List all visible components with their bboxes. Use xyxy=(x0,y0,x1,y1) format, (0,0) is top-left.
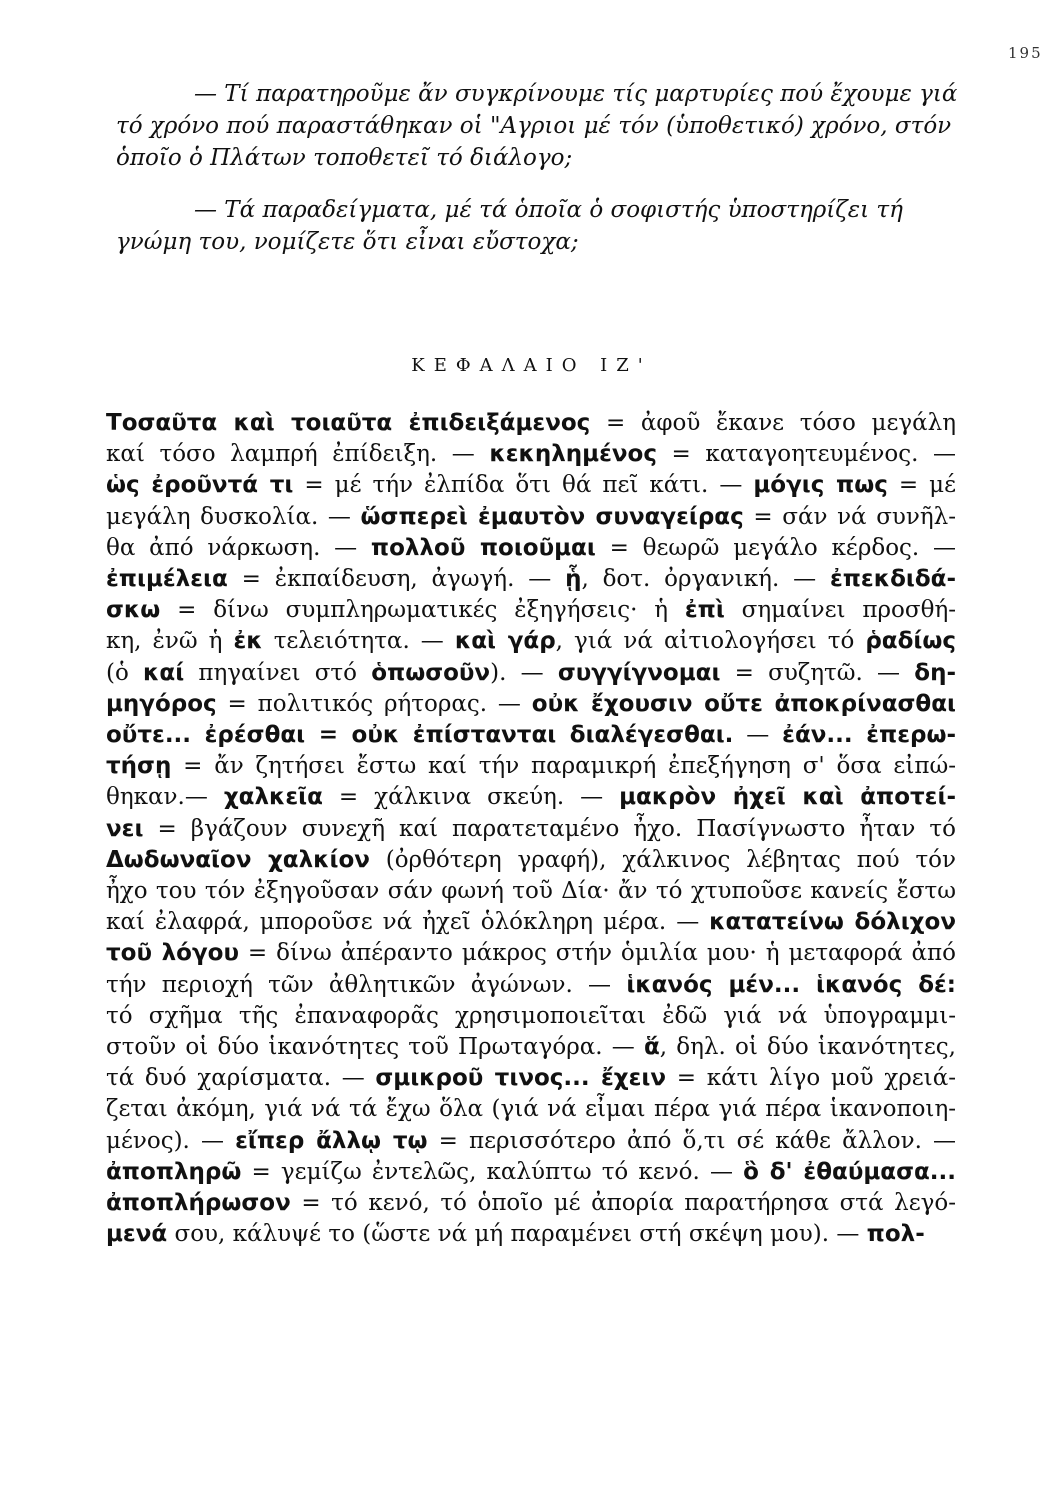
glossary-line xyxy=(106,1063,956,1094)
glossary-line xyxy=(106,689,956,720)
glossary-line xyxy=(106,658,956,689)
glossary-term: ὁπωσοῦν xyxy=(371,659,491,686)
glossary-definition: = θεωρῶ μεγάλο κέρδος. — xyxy=(595,534,957,561)
glossary-line xyxy=(106,1094,956,1125)
glossary-notes xyxy=(106,408,956,1250)
glossary-definition: = πολιτικός ρήτορας. — xyxy=(216,690,532,717)
glossary-line xyxy=(106,938,956,969)
glossary-definition: = ἄν ζητήσει ἔστω καί τήν παραμικρή ἐπεξήγηση σ' ὅσα εἰπώ- xyxy=(171,753,956,780)
glossary-definition: καί τόσο λαμπρή ἐπίδειξη. — xyxy=(106,441,490,468)
glossary-definition: , δοτ. ὀργανική. — xyxy=(581,566,830,593)
glossary-definition: — xyxy=(733,722,783,749)
glossary-line xyxy=(106,751,956,782)
glossary-line xyxy=(106,626,956,657)
glossary-term: ᾗ xyxy=(565,566,582,593)
glossary-definition: = σάν νά συνῆλ- xyxy=(743,503,957,530)
glossary-line xyxy=(106,1157,956,1188)
glossary-term: εἴπερ ἄλλῳ τῳ xyxy=(235,1127,428,1154)
glossary-definition: μεγάλη δυσκολία. — xyxy=(106,503,361,530)
glossary-term: πολ- xyxy=(866,1221,925,1248)
glossary-definition: τήν περιοχή τῶν ἀθλητικῶν ἀγώνων. — xyxy=(106,971,627,998)
glossary-definition: = βγάζουν συνεχῆ καί παρατεταμένο ἦχο. Πασίγνωστο ἦταν τό xyxy=(143,815,956,842)
glossary-term: οὐκ ἔχουσιν οὔτε ἀποκρίνασθαι xyxy=(531,690,956,717)
glossary-definition: τό σχῆμα τῆς ἐπαναφορᾶς χρησιμοποιεῖται ἐδῶ γιά νά ὑπογραμμι- xyxy=(106,1002,956,1029)
glossary-term: ἱκανός μέν... ἱκανός δέ: xyxy=(626,971,957,998)
glossary-line xyxy=(106,439,956,470)
glossary-definition: = χάλκινα σκεύη. — xyxy=(322,784,620,811)
glossary-definition: κη, ἐνῶ ἡ xyxy=(106,628,234,655)
glossary-definition: καί ἐλαφρά, μποροῦσε νά ἠχεῖ ὁλόκληρη μέρα. — xyxy=(106,909,710,936)
glossary-definition: = μέ τήν ἐλπίδα ὅτι θά πεῖ κάτι. — xyxy=(293,472,754,499)
glossary-term: μενά xyxy=(106,1221,168,1248)
glossary-term: σκω xyxy=(106,597,161,624)
glossary-line xyxy=(106,720,956,751)
glossary-line xyxy=(106,1001,956,1032)
glossary-definition: θα ἀπό νάρκωση. — xyxy=(106,534,371,561)
glossary-term: οὔτε... ἐρέσθαι = οὐκ ἐπίστανται διαλέγεσθαι. xyxy=(106,722,734,749)
glossary-line xyxy=(106,814,956,845)
glossary-line xyxy=(106,564,956,595)
glossary-definition: σημαίνει προσθή- xyxy=(724,597,957,624)
glossary-definition: = καταγοητευμένος. — xyxy=(656,441,956,468)
glossary-line xyxy=(106,907,956,938)
glossary-definition: = κάτι λίγο μοῦ χρειά- xyxy=(666,1065,957,1092)
glossary-definition: , γιά νά αἰτιολογήσει τό xyxy=(555,628,866,655)
glossary-term: πολλοῦ ποιοῦμαι xyxy=(370,534,596,561)
glossary-definition: = γεμίζω ἐντελῶς, καλύπτω τό κενό. — xyxy=(241,1158,744,1185)
glossary-term: Δωδωναῖον χαλκίον xyxy=(106,846,370,873)
question-paragraph: — Τί παρατηροῦμε ἄν συγκρίνουμε τίς μαρτυρίες πού ἔχουμε γιά τό χρόνο πού παραστάθηκαν οἱ "Αγριοι μέ τόν (ὑποθετικό) χρόνο, στόν ὁποῖο ὁ Πλάτων τοποθετεῖ τό διάλογο; xyxy=(116,81,958,171)
glossary-definition: ζεται ἀκόμη, γιά νά τά ἔχω ὅλα (γιά νά εἶμαι πέρα γιά πέρα ἱκανοποιη- xyxy=(106,1096,956,1123)
glossary-line xyxy=(106,533,956,564)
glossary-term: τοῦ λόγου xyxy=(106,940,239,967)
glossary-definition: (ὀρθότερη γραφή), χάλκινος λέβητας πού τόν xyxy=(369,846,956,873)
glossary-term: τήσῃ xyxy=(106,753,172,780)
glossary-term: ἅ xyxy=(643,1034,660,1061)
glossary-term: ἐπὶ xyxy=(684,597,725,624)
glossary-term: κατατείνω δόλιχον xyxy=(709,909,956,936)
glossary-term: ῥαδίως xyxy=(865,628,956,655)
glossary-definition: , δηλ. οἱ δύο ἱκανότητες, xyxy=(659,1034,956,1061)
glossary-term: Τοσαῦτα καὶ τοιαῦτα ἐπιδειξάμενος xyxy=(106,410,591,436)
glossary-term: συγγίγνομαι xyxy=(557,659,721,686)
glossary-line xyxy=(106,408,956,439)
glossary-definition: = ἀφοῦ ἔκανε τόσο μεγάλη xyxy=(590,410,956,436)
glossary-definition: = συζητῶ. — xyxy=(720,659,915,686)
glossary-line xyxy=(106,1126,956,1157)
page-number: 195 xyxy=(1008,44,1043,62)
glossary-line xyxy=(106,502,956,533)
glossary-term: μόγις πως xyxy=(753,472,888,499)
glossary-line xyxy=(106,470,956,501)
glossary-term: μηγόρος xyxy=(106,690,217,717)
glossary-definition: θηκαν.— xyxy=(106,784,224,811)
glossary-term: σμικροῦ τινος... ἔχειν xyxy=(375,1065,667,1092)
glossary-definition: = μέ xyxy=(887,472,956,499)
glossary-term: κεκηλημένος xyxy=(489,441,657,468)
glossary-term: ὃ δ' ἐθαύμασα... xyxy=(743,1158,956,1185)
glossary-line xyxy=(106,782,956,813)
glossary-definition: στοῦν οἱ δύο ἱκανότητες τοῦ Πρωταγόρα. — xyxy=(106,1034,644,1061)
glossary-term: ἐπεκδιδά- xyxy=(829,566,956,593)
question-paragraph: — Τά παραδείγματα, μέ τά ὁποῖα ὁ σοφιστής ὑποστηρίζει τή γνώμη του, νομίζετε ὅτι εἶναι εὔστοχα; xyxy=(116,197,903,255)
glossary-definition: τά δυό χαρίσματα. — xyxy=(106,1065,376,1092)
glossary-definition: (ὁ xyxy=(106,659,144,686)
glossary-term: ὡς ἐροῦντά τι xyxy=(106,472,294,499)
glossary-term: μακρὸν ἠχεῖ καὶ ἀποτεί- xyxy=(619,784,956,811)
chapter-title: ΚΕΦΑΛΑΙΟ ΙΖ' xyxy=(411,355,652,376)
glossary-definition: = περισσότερο ἀπό ὅ,τι σέ κάθε ἄλλον. — xyxy=(427,1127,957,1154)
glossary-line xyxy=(106,876,956,907)
glossary-term: δη- xyxy=(914,659,957,686)
glossary-definition: = ἐκπαίδευση, ἀγωγή. — xyxy=(227,566,566,593)
glossary-definition: ). — xyxy=(490,659,558,686)
glossary-term: ἀποπλήρωσον xyxy=(106,1190,291,1217)
glossary-term: χαλκεῖα xyxy=(223,784,323,811)
glossary-term: ἐκ xyxy=(233,628,263,655)
glossary-definition: τελειότητα. — xyxy=(262,628,455,655)
glossary-term: ὥσπερεὶ ἐμαυτὸν συναγείρας xyxy=(360,503,744,530)
glossary-term: νει xyxy=(106,815,144,842)
glossary-term: καί xyxy=(143,659,185,686)
glossary-definition: σου, κάλυψέ το (ὥστε νά μή παραμένει στή σκέψη μου). — xyxy=(167,1221,867,1248)
glossary-definition: = δίνω ἀπέραντο μάκρος στήν ὁμιλία μου· ἡ μεταφορά ἀπό xyxy=(239,940,957,967)
glossary-definition: = τό κενό, τό ὁποῖο μέ ἀπορία παρατήρησα στά λεγό- xyxy=(290,1190,956,1217)
review-questions xyxy=(116,78,958,278)
glossary-term: ἀποπληρῶ xyxy=(106,1158,242,1185)
glossary-term: καὶ γάρ xyxy=(454,628,556,655)
glossary-line xyxy=(106,1032,956,1063)
glossary-line xyxy=(106,1188,956,1219)
glossary-definition: πηγαίνει στό xyxy=(184,659,372,686)
glossary-definition: ἦχο του τόν ἐξηγοῦσαν σάν φωνή τοῦ Δία· ἄν τό χτυποῦσε κανείς ἔστω xyxy=(106,878,956,905)
glossary-line xyxy=(106,970,956,1001)
glossary-definition: = δίνω συμπληρωματικές ἐξηγήσεις· ἡ xyxy=(160,597,685,624)
glossary-line xyxy=(106,1219,956,1250)
glossary-term: ἐπιμέλεια xyxy=(106,566,228,593)
glossary-term: ἐάν... ἐπερω- xyxy=(782,722,957,749)
glossary-line xyxy=(106,595,956,626)
glossary-line xyxy=(106,845,956,876)
glossary-definition: μένος). — xyxy=(106,1127,236,1154)
